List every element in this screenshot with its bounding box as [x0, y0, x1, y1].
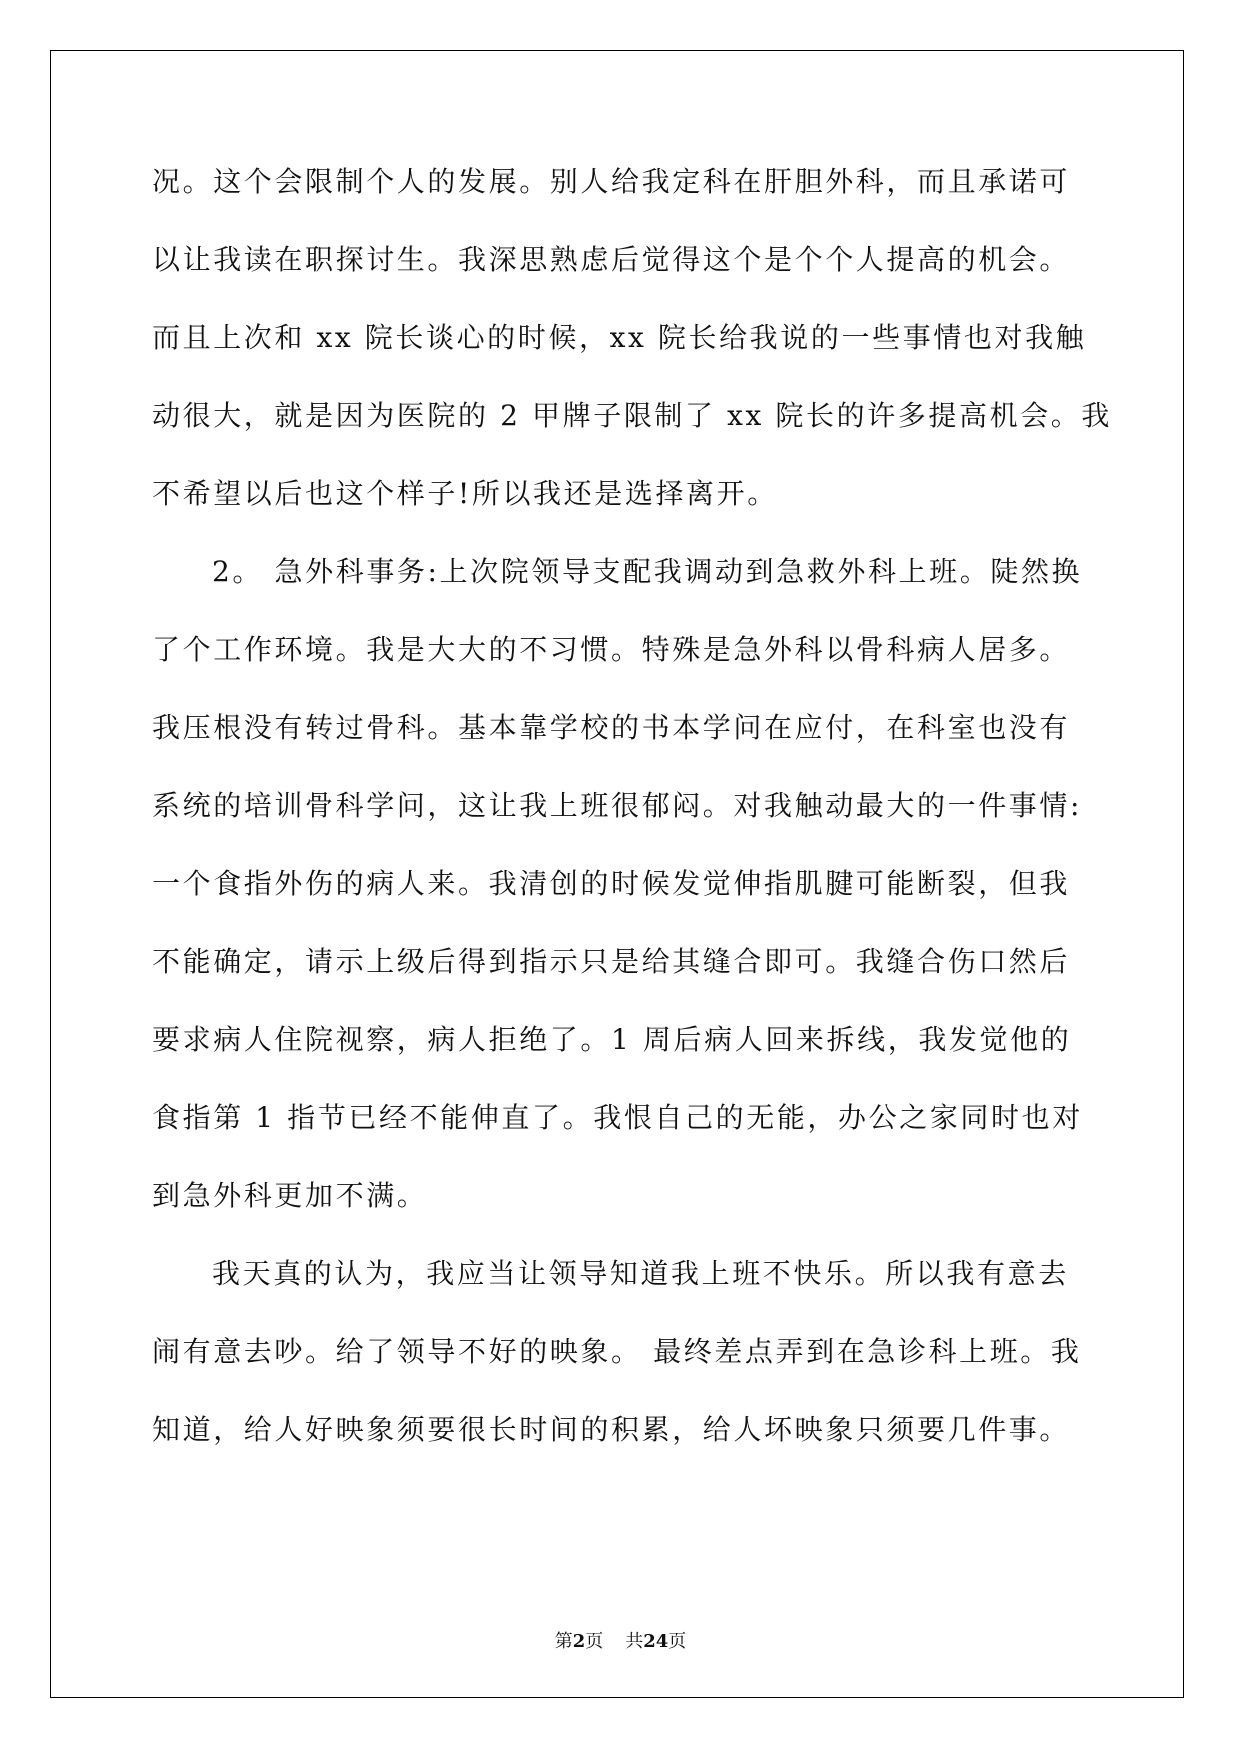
text-line: 而且上次和 xx 院长谈心的时候，xx 院长给我说的一些事情也对我触 [152, 321, 1087, 354]
paragraph-first-line: 我天真的认为，我应当让领导知道我上班不快乐。所以我有意去 [212, 1257, 1069, 1290]
text-line: 了个工作环境。我是大大的不习惯。特殊是急外科以骨科病人居多。 [152, 633, 1071, 666]
text-line: 不能确定，请示上级后得到指示只是给其缝合即可。我缝合伤口然后 [152, 945, 1071, 978]
text-line: 闹有意去吵。给了领导不好的映象。 最终差点弄到在急诊科上班。我 [152, 1335, 1082, 1368]
text-line: 不希望以后也这个样子!所以我还是选择离开。 [152, 477, 778, 510]
text-line: 动很大，就是因为医院的 2 甲牌子限制了 xx 院长的许多提高机会。我 [152, 399, 1113, 432]
text-line: 我压根没有转过骨科。基本靠学校的书本学问在应付，在科室也没有 [152, 711, 1071, 744]
text-line: 况。这个会限制个人的发展。别人给我定科在肝胆外科，而且承诺可 [152, 165, 1071, 198]
total-prefix: 共 [625, 1631, 644, 1652]
page-number: 2 [572, 1631, 586, 1652]
total-pages: 24 [643, 1631, 669, 1652]
text-line: 系统的培训骨科学问，这让我上班很郁闷。对我触动最大的一件事情: [152, 789, 1083, 822]
text-line: 要求病人住院视察，病人拒绝了。1 周后病人回来拆线，我发觉他的 [152, 1023, 1072, 1056]
page-prefix: 第 [554, 1631, 573, 1652]
paragraph-first-line: 2。 急外科事务:上次院领导支配我调动到急救外科上班。陡然换 [212, 555, 1083, 588]
total-suffix: 页 [668, 1631, 687, 1652]
text-line: 一个食指外伤的病人来。我清创的时候发觉伸指肌腱可能断裂，但我 [152, 867, 1071, 900]
page-suffix: 页 [585, 1631, 604, 1652]
page-footer [0, 1627, 1241, 1653]
text-line: 以让我读在职探讨生。我深思熟虑后觉得这个是个个人提高的机会。 [152, 243, 1071, 276]
text-line: 到急外科更加不满。 [152, 1179, 428, 1212]
text-line: 知道，给人好映象须要很长时间的积累，给人坏映象只须要几件事。 [152, 1413, 1071, 1446]
document-body [152, 165, 1113, 1491]
text-line: 食指第 1 指节已经不能伸直了。我恨自己的无能，办公之家同时也对 [152, 1101, 1083, 1134]
